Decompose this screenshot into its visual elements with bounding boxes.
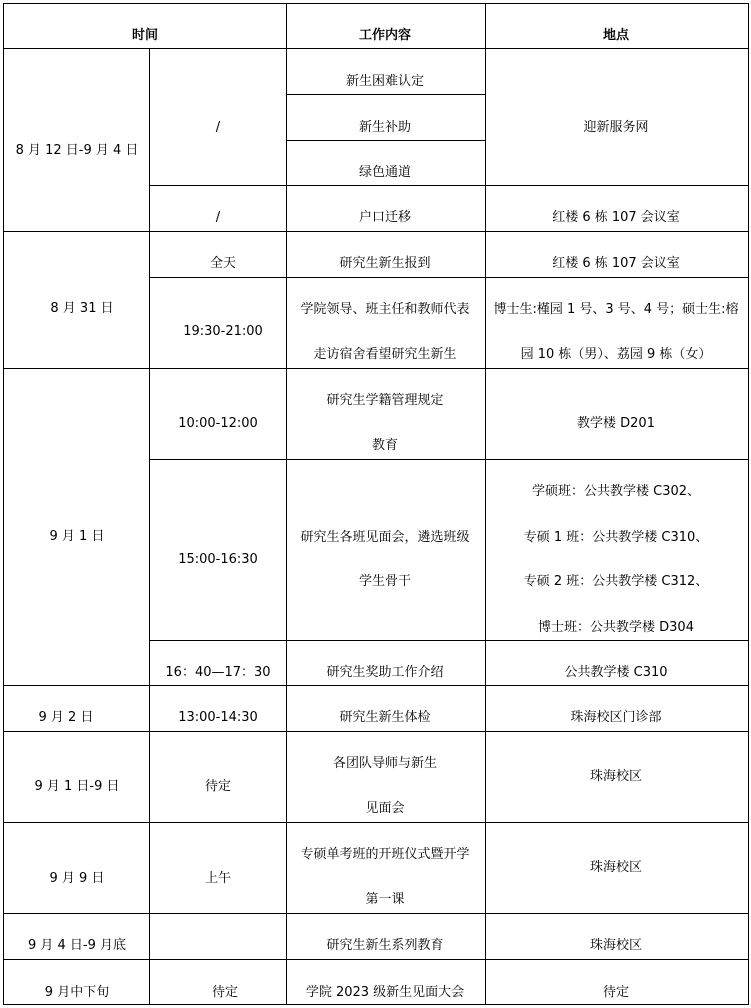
rule	[286, 94, 485, 95]
place-cell: 公共教学楼 C310	[564, 665, 668, 680]
content-cell: 研究生奖助工作介绍	[326, 665, 444, 680]
slot-cell: 10:00-12:00	[178, 416, 258, 431]
place-cell: 待定	[602, 985, 630, 1000]
header-time: 时间	[131, 28, 159, 43]
content-cell: 学院领导、班主任和教师代表	[300, 302, 470, 317]
content-cell: 研究生新生系列教育	[326, 938, 444, 953]
rule	[748, 3, 749, 1005]
rule	[286, 140, 485, 141]
rule	[3, 731, 749, 732]
rule	[3, 959, 749, 960]
rule	[3, 1004, 749, 1005]
header-content: 工作内容	[358, 28, 412, 43]
date-cell: 9 月 1 日	[49, 529, 105, 544]
place-cell: 博士班：公共教学楼 D304	[538, 620, 694, 635]
content-cell: 研究生新生体检	[339, 710, 431, 725]
header-place: 地点	[602, 28, 630, 43]
content-cell: 见面会	[365, 801, 405, 816]
schedule-table	[3, 3, 749, 1006]
place-cell: 珠海校区门诊部	[570, 710, 662, 725]
rule	[3, 685, 749, 686]
rule	[3, 231, 749, 232]
rule	[3, 913, 749, 914]
place-cell: 专硕 1 班：公共教学楼 C310、	[523, 530, 709, 545]
content-cell: 新生补助	[358, 120, 412, 135]
date-cell: 9 月 1 日-9 日	[34, 779, 120, 794]
rule	[3, 3, 4, 1005]
rule	[149, 48, 150, 1005]
rule	[149, 277, 749, 278]
content-cell: 第一课	[365, 892, 405, 907]
rule	[149, 640, 749, 641]
date-cell: 8 月 31 日	[50, 301, 114, 316]
content-cell: 学生骨干	[358, 574, 412, 589]
place-cell: 红楼 6 栋 107 会议室	[552, 256, 680, 271]
date-cell: 9 月 9 日	[49, 871, 105, 886]
slot-cell: 13:00-14:30	[178, 710, 258, 725]
rule	[3, 822, 749, 823]
content-cell: 各团队导师与新生	[332, 756, 438, 771]
slot-cell: 19:30-21:00	[183, 324, 263, 339]
place-cell: 红楼 6 栋 107 会议室	[552, 210, 680, 225]
place-cell: 园 10 栋（男）、荔园 9 栋（女）	[520, 347, 712, 362]
content-cell: 户口迁移	[358, 210, 412, 225]
content-cell: 研究生学籍管理规定	[326, 393, 444, 408]
content-cell: 学院 2023 级新生见面大会	[305, 985, 465, 1000]
place-cell: 珠海校区	[589, 860, 643, 875]
place-cell: 博士生:槿园 1 号、3 号、4 号；硕士生:榕	[493, 302, 739, 317]
slot-cell: /	[215, 210, 221, 225]
content-cell: 研究生各班见面会，遴选班级	[300, 530, 470, 545]
rule	[3, 368, 749, 369]
slot-cell: 15:00-16:30	[178, 552, 258, 567]
content-cell: 教育	[371, 438, 399, 453]
slot-cell: /	[215, 120, 221, 135]
date-cell: 9 月 2 日	[38, 710, 94, 725]
content-cell: 绿色通道	[358, 165, 412, 180]
place-cell: 珠海校区	[589, 938, 643, 953]
place-cell: 迎新服务网	[583, 120, 649, 135]
rule	[3, 48, 749, 49]
content-cell: 专硕单考班的开班仪式暨开学	[300, 847, 470, 862]
content-cell: 研究生新生报到	[339, 256, 431, 271]
date-cell: 9 月 4 日-9 月底	[27, 938, 127, 953]
content-cell: 走访宿舍看望研究生新生	[313, 347, 457, 362]
slot-cell: 待定	[211, 985, 239, 1000]
rule	[3, 3, 749, 4]
place-cell: 教学楼 D201	[577, 416, 655, 431]
content-cell: 新生困难认定	[345, 74, 425, 89]
rule	[149, 185, 749, 186]
slot-cell: 全天	[209, 256, 237, 271]
rule	[286, 3, 287, 1005]
date-cell: 9 月中下旬	[44, 985, 110, 1000]
place-cell: 专硕 2 班：公共教学楼 C312、	[523, 574, 709, 589]
rule	[485, 3, 486, 1005]
date-cell: 8 月 12 日-9 月 4 日	[15, 143, 139, 158]
place-cell: 学硕班：公共教学楼 C302、	[531, 484, 701, 499]
slot-cell: 16：40—17：30	[165, 665, 271, 680]
slot-cell: 上午	[204, 871, 232, 886]
rule	[149, 459, 749, 460]
place-cell: 珠海校区	[589, 769, 643, 784]
slot-cell: 待定	[204, 779, 232, 794]
